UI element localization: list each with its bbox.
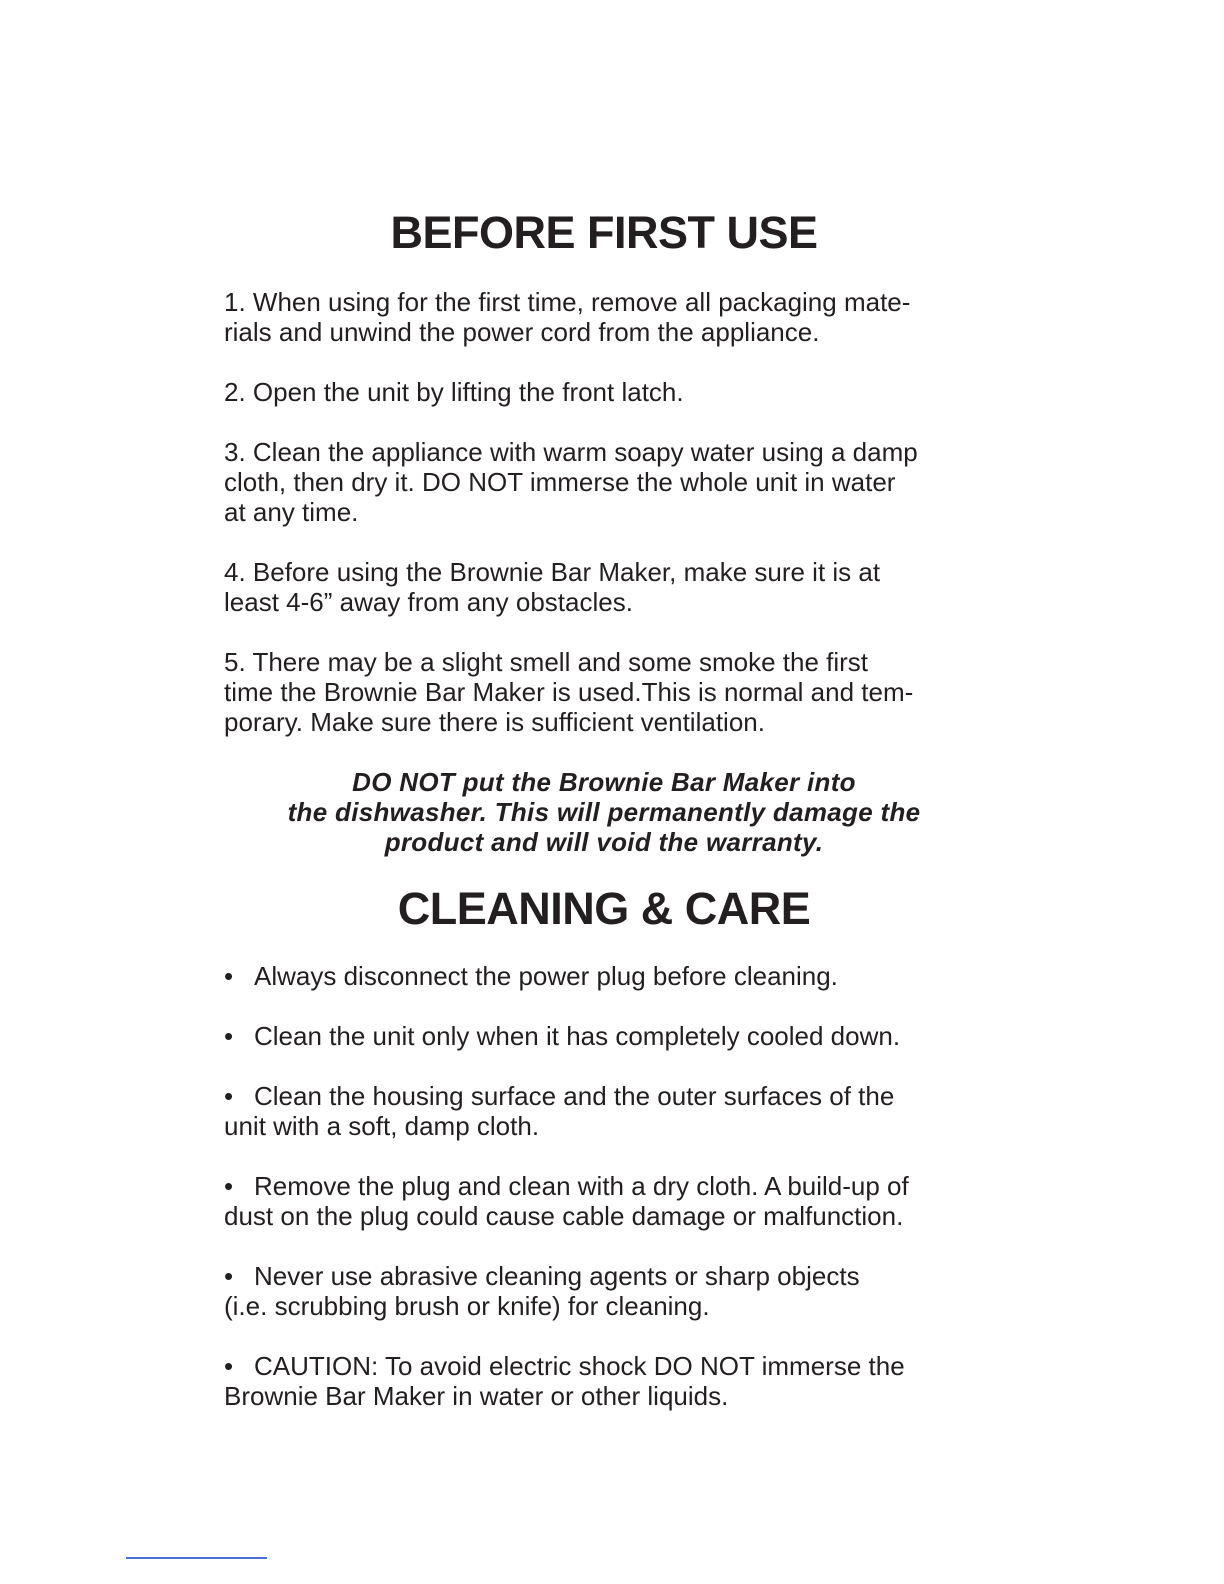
bullet-icon: •	[224, 961, 234, 991]
bullet-icon: •	[224, 1021, 234, 1051]
care-item	[224, 1021, 984, 1051]
care-item-text: Always disconnect the power plug before cleaning.	[254, 961, 838, 991]
care-item-text: CAUTION: To avoid electric shock DO NOT immerse the Brownie Bar Maker in water or other liquids.	[224, 1351, 905, 1411]
care-item-text: Clean the housing surface and the outer surfaces of the unit with a soft, damp cloth.	[224, 1081, 895, 1141]
care-item-text: Clean the unit only when it has completely cooled down.	[254, 1021, 901, 1051]
care-item	[224, 1261, 984, 1321]
step-item: 2. Open the unit by lifting the front latch.	[224, 377, 684, 407]
care-item	[224, 1081, 984, 1141]
bullet-icon: •	[224, 1081, 234, 1111]
bullet-icon: •	[224, 1261, 234, 1291]
care-item-text: Remove the plug and clean with a dry cloth. A build-up of dust on the plug could cause cable damage or malfunction.	[224, 1171, 909, 1231]
footer-rule	[126, 1557, 267, 1559]
section-title-before-first-use: BEFORE FIRST USE	[390, 207, 818, 258]
care-list	[224, 961, 984, 1411]
warning-line: DO NOT put the Brownie Bar Maker into	[352, 767, 856, 797]
bullet-icon: •	[224, 1351, 234, 1381]
care-item-text: Never use abrasive cleaning agents or sharp objects (i.e. scrubbing brush or knife) for cleaning.	[224, 1261, 860, 1321]
bullet-icon: •	[224, 1171, 234, 1201]
care-item	[224, 1171, 984, 1231]
dishwasher-warning	[224, 767, 984, 857]
section-title-cleaning-care: CLEANING & CARE	[397, 883, 811, 934]
step-list	[224, 287, 984, 737]
care-item	[224, 961, 984, 991]
manual-page	[224, 205, 984, 1441]
warning-line: the dishwasher. This will permanently damage the	[287, 797, 921, 827]
step-item: 5. There may be a slight smell and some smoke the first time the Brownie Bar Maker is used.This is normal and tem- porary. Make sure there is sufficient ventilation.	[224, 647, 914, 737]
step-item: 1. When using for the first time, remove all packaging mate- rials and unwind the power cord from the appliance.	[224, 287, 911, 347]
care-item	[224, 1351, 984, 1411]
warning-line: product and will void the warranty.	[384, 827, 824, 857]
step-item: 4. Before using the Brownie Bar Maker, make sure it is at least 4-6” away from any obstacles.	[224, 557, 881, 617]
step-item: 3. Clean the appliance with warm soapy water using a damp cloth, then dry it. DO NOT immerse the whole unit in water at any time.	[224, 437, 918, 527]
